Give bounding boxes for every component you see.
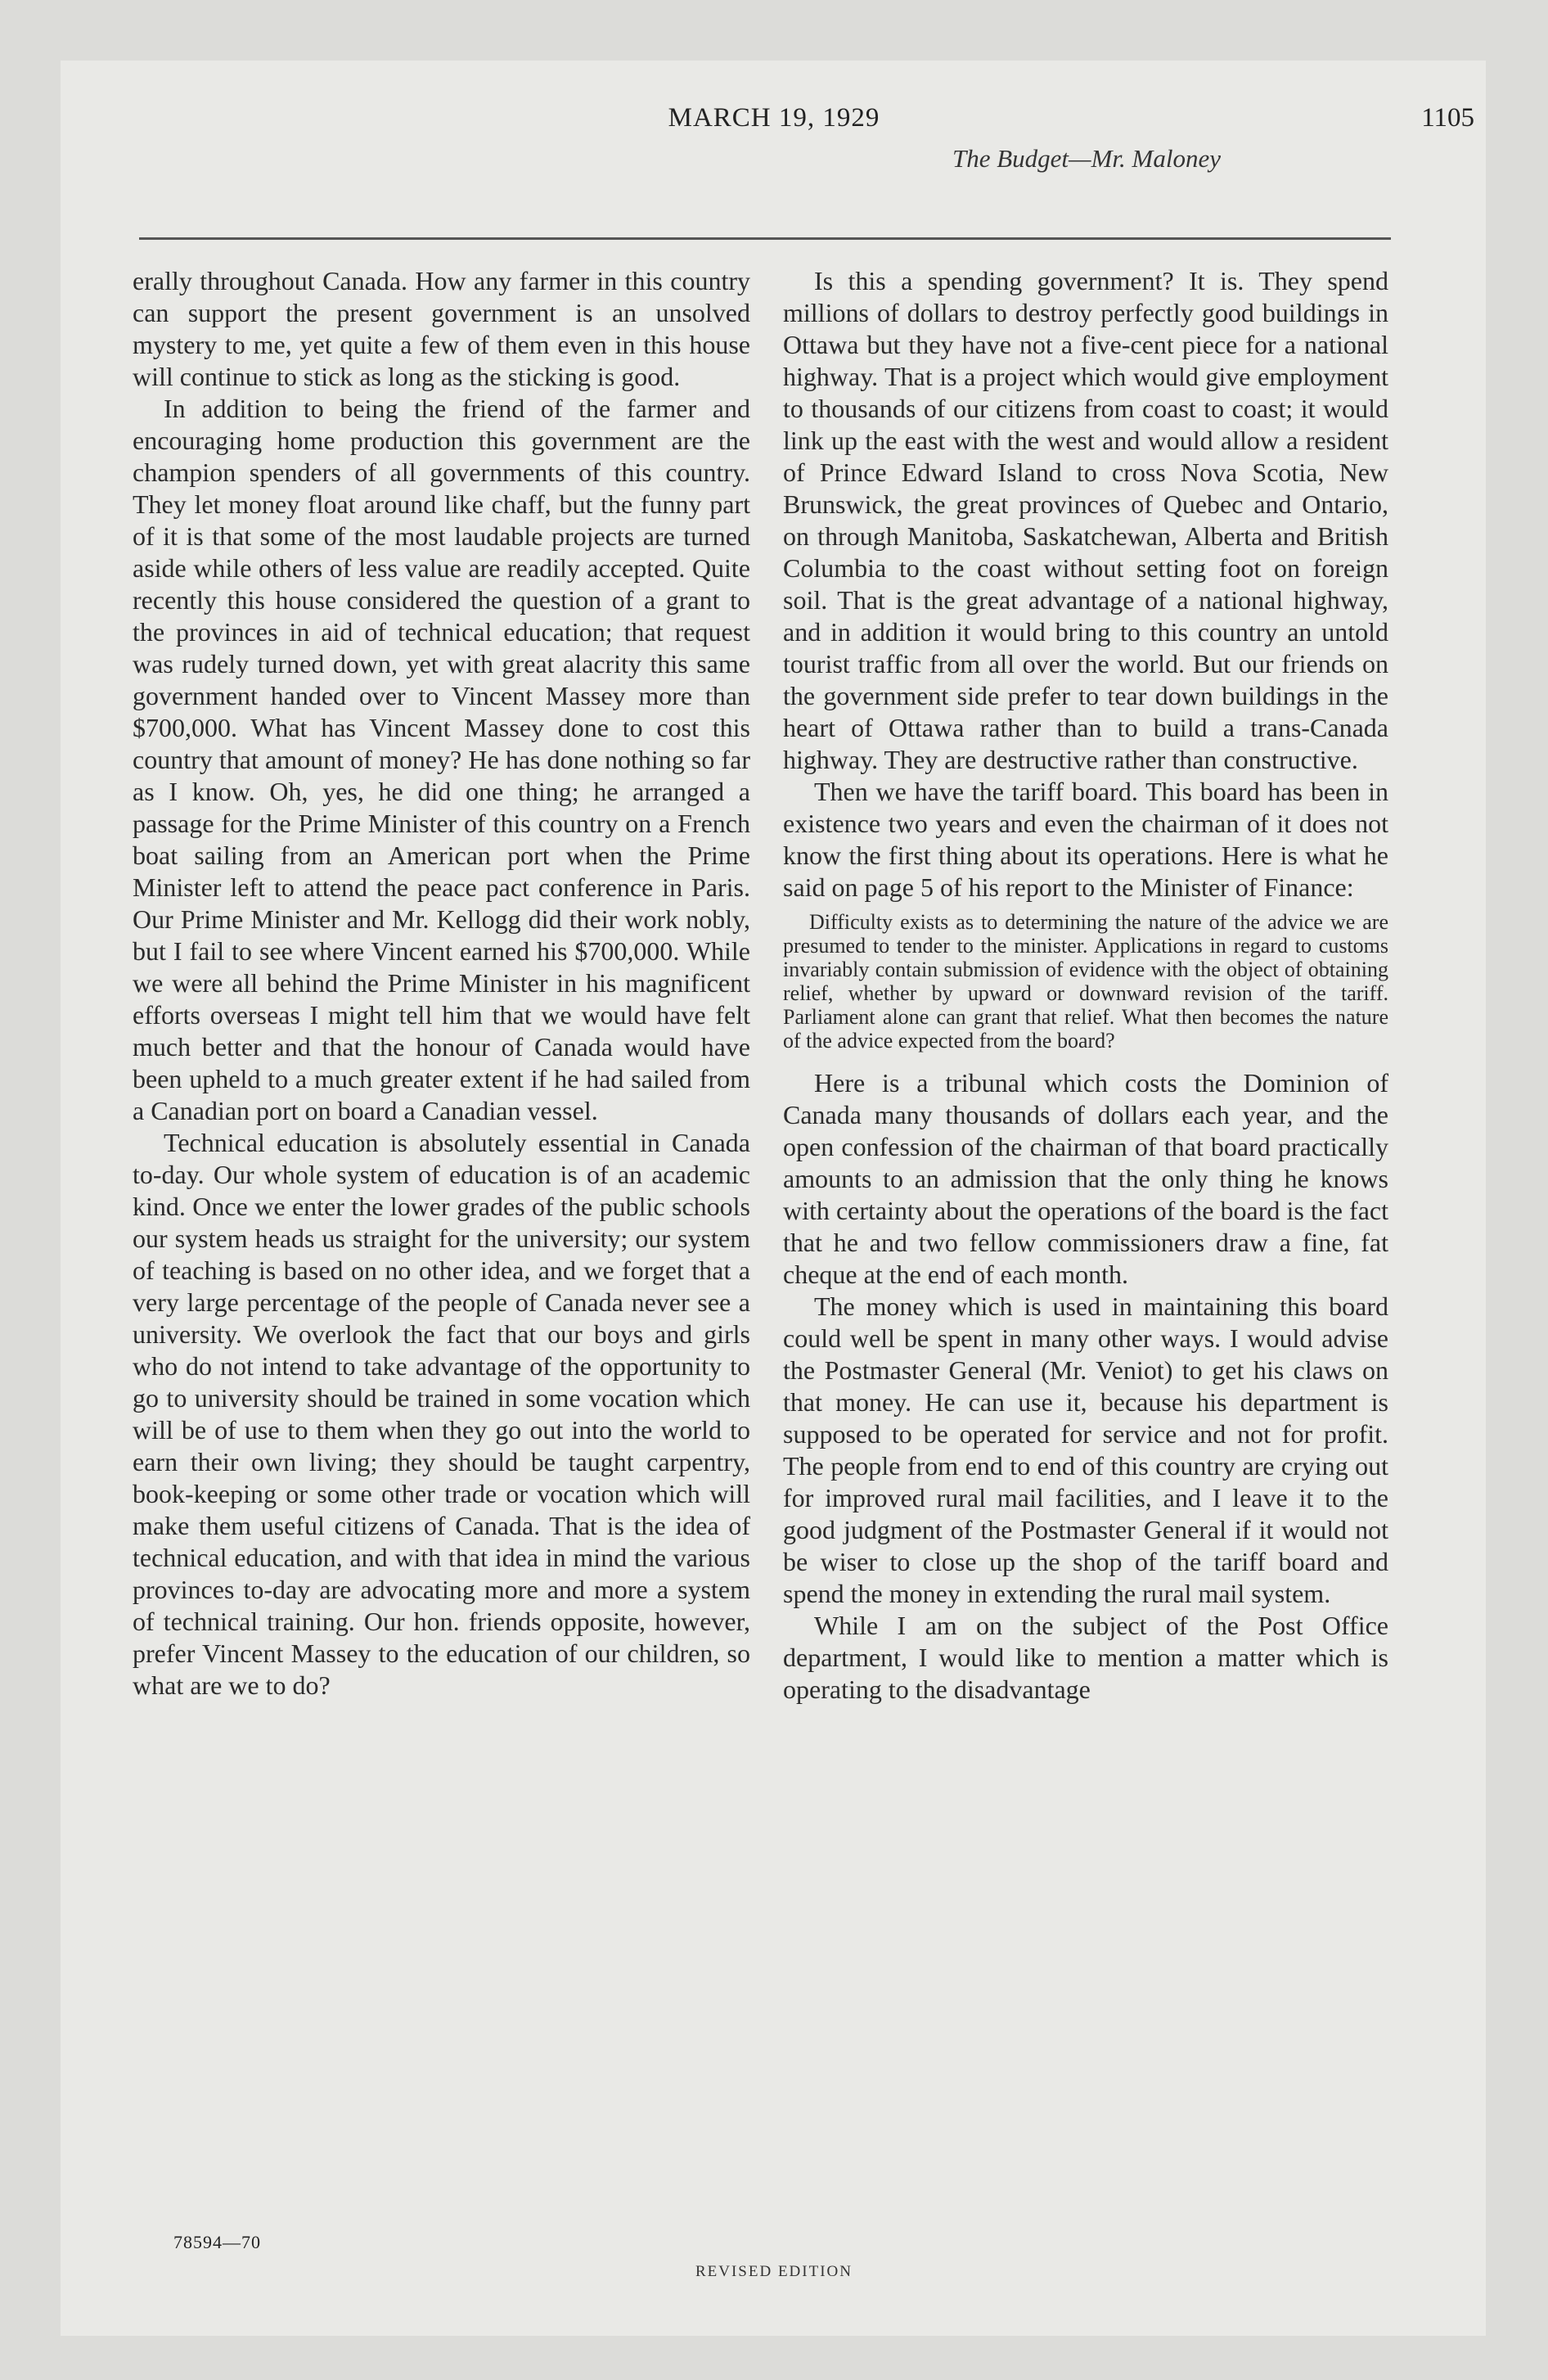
header-rule [139,237,1391,240]
paragraph: In addition to being the friend of the farmer and encouraging home production this government are the champion spenders of all governments of this country. They let money float around like chaff, but the funny part of it is that some of the most laudable projects are turned aside while others of less value are readily accepted. Quite recently this house considered the question of a grant to the provinces in aid of technical education; that request was rudely turned down, yet with great alacrity this same government handed over to Vincent Massey more than $700,000. What has Vincent Massey done to cost this country that amount of money? He has done nothing so far as I know. Oh, yes, he did one thing; he arranged a passage for the Prime Minister of this country on a French boat sailing from an American port when the Prime Minister left to attend the peace pact conference in Paris. Our Prime Minister and Mr. Kellogg did their work nobly, but I fail to see where Vincent earned his $700,000. While we were all behind the Prime Minister in his magnificent efforts overseas I might tell him that we would have felt much better and that the honour of Canada would have been upheld to a much greater extent if he had sailed from a Canadian port on board a Canadian vessel. [133,394,750,1125]
paragraph: erally throughout Canada. How any farmer in this country can support the present government is an unsolved mystery to me, yet quite a few of them even in this house will continue to stick as long as the sticking is good. [133,266,750,391]
running-title: The Budget—Mr. Maloney [952,144,1221,173]
edition-label: REVISED EDITION [695,2263,853,2280]
paragraph: While I am on the subject of the Post Office department, I would like to mention a matter which is operating to the disadvantage [783,1611,1388,1704]
printer-signature: 78594—70 [173,2232,261,2252]
page-header [74,98,1474,172]
left-column [133,265,750,1702]
page-number: 1105 [1421,103,1474,133]
header-date: MARCH 19, 1929 [668,103,880,133]
block-quote [783,910,1388,1053]
paragraph: Then we have the tariff board. This board has been in existence two years and even the chairman of it does not know the first thing about its operations. Here is what he said on page 5 of his report to the Minister of Finance: [783,777,1388,902]
paragraph: Is this a spending government? It is. They spend millions of dollars to destroy perfectly good buildings in Ottawa but they have not a five-cent piece for a national highway. That is a project which would give employment to thousands of our citizens from coast to coast; it would link up the east with the west and would allow a resident of Prince Edward Island to cross Nova Scotia, New Brunswick, the great provinces of Quebec and Ontario, on through Manitoba, Saskatchewan, Alberta and British Columbia to the coast without setting foot on foreign soil. That is the great advantage of a national highway, and in addition it would bring to this country an untold tourist traffic from all over the world. But our friends on the government side prefer to tear down buildings in the heart of Ottawa rather than to build a trans-Canada highway. They are destructive rather than constructive. [783,266,1388,774]
quote-text: Difficulty exists as to determining the nature of the advice we are presumed to tender to the minister. Applications in regard to customs invariably contain submission of evidence with the object of obtaining relief, whether by upward or downward revision of the tariff. Parliament alone can grant that relief. What then becomes the nature of the advice expected from the board? [783,910,1388,1053]
paragraph: The money which is used in maintaining this board could well be spent in many other ways. I would advise the Postmaster General (Mr. Veniot) to get his claws on that money. He can use it, because his department is supposed to be operated for service and not for profit. The people from end to end of this country are crying out for improved rural mail facilities, and I leave it to the good judgment of the Postmaster General if it would not be wiser to close up the shop of the tariff board and spend the money in extending the rural mail system. [783,1291,1388,1608]
paragraph: Technical education is absolutely essential in Canada to-day. Our whole system of education is of an academic kind. Once we enter the lower grades of the public schools our system heads us straight for the university; our system of teaching is based on no other idea, and we forget that a very large percentage of the people of Canada never see a university. We overlook the fact that our boys and girls who do not intend to take advantage of the opportunity to go to university should be trained in some vocation which will be of use to them when they go out into the world to earn their own living; they should be taught carpentry, book-keeping or some other trade or vocation which will make them useful citizens of Canada. That is the idea of technical education, and with that idea in mind the various provinces to-day are advocating more and more a system of technical training. Our hon. friends opposite, however, prefer Vincent Massey to the education of our children, so what are we to do? [133,1128,750,1700]
right-column [783,265,1388,1706]
paragraph: Here is a tribunal which costs the Dominion of Canada many thousands of dollars each year, and the open confession of the chairman of that board practically amounts to an admission that the only thing he knows with certainty about the operations of the board is the fact that he and two fellow commissioners draw a fine, fat cheque at the end of each month. [783,1068,1388,1289]
